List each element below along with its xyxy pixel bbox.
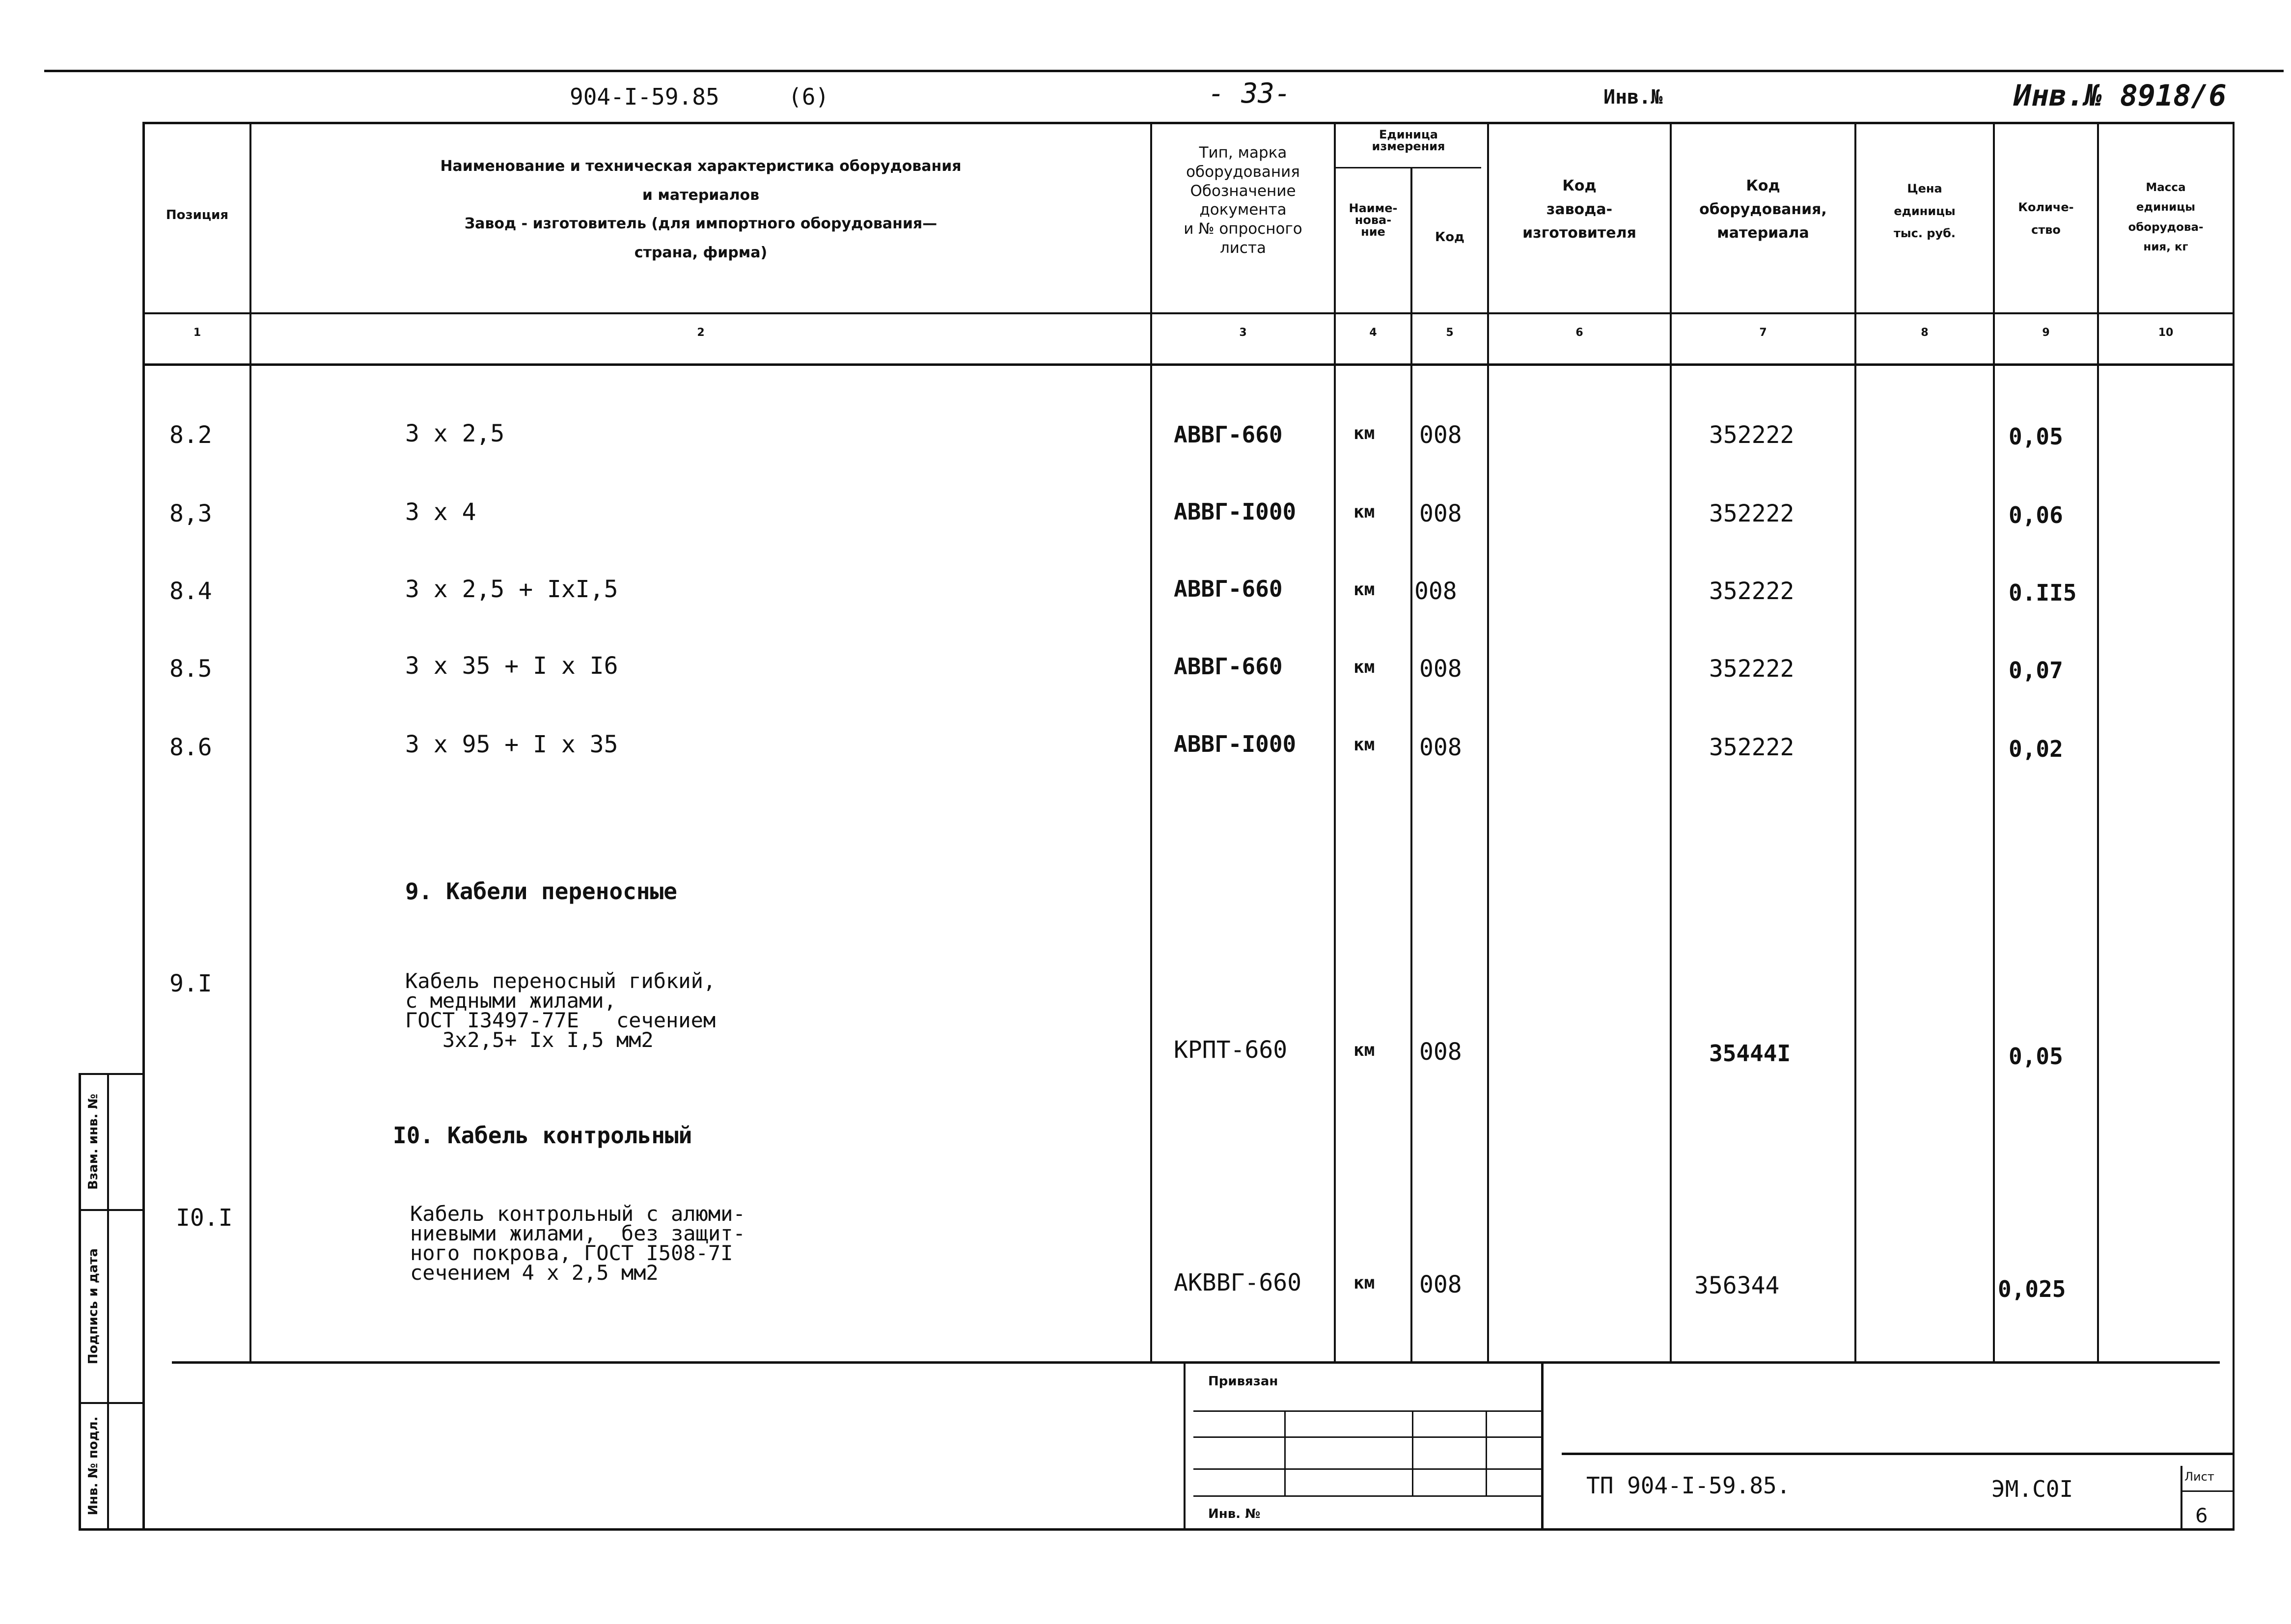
row-8-4-mat: 352222 — [1709, 578, 1794, 605]
header-unit-group: Единица измерения — [1372, 128, 1445, 153]
top-border-line — [44, 70, 2284, 72]
row-8-4-unit: км — [1353, 579, 1375, 600]
col-line-10 — [2233, 122, 2235, 1530]
row-10-1-qty: 0,025 — [1998, 1276, 2066, 1302]
row-8-2-code: 008 — [1419, 421, 1462, 449]
row-8-2-mat: 352222 — [1709, 421, 1794, 449]
row-8-6-type: АВВГ-I000 — [1174, 731, 1297, 757]
header-unit-name: Наиме- нова- ние — [1349, 201, 1398, 239]
row-8-5-qty: 0,07 — [2009, 657, 2063, 684]
stamp-line-2 — [1193, 1436, 1541, 1438]
inv-label: Инв.№ — [1603, 86, 1663, 109]
header-position: Позиция — [166, 208, 229, 222]
col-line-6 — [1670, 122, 1672, 1362]
header-bottom-line — [142, 312, 2235, 314]
col-number-9: 9 — [2042, 327, 2050, 339]
row-8-4-type: АВВГ-660 — [1174, 576, 1283, 602]
header-factory-code: Код завода- изготовителя — [1522, 177, 1636, 242]
side-outer-line — [79, 1073, 81, 1530]
row-9-1-mat: 35444I — [1709, 1040, 1791, 1067]
header-name: Наименование и техническая характеристика оборудования и материалов Завод - изготовитель (для импортного оборудования— страна, фирма) — [440, 158, 962, 261]
col-number-10: 10 — [2158, 327, 2174, 339]
title-doc: ТП 904-I-59.85. — [1586, 1472, 1791, 1499]
col-line-3 — [1334, 122, 1336, 1362]
row-10-1-mat: 356344 — [1694, 1272, 1780, 1299]
row-8-2-unit: км — [1353, 423, 1375, 443]
header-material-code: Код оборудования, материала — [1699, 177, 1827, 242]
doc-part: (6) — [788, 83, 829, 110]
col-line-7 — [1854, 122, 1856, 1362]
inv-handwritten: Инв.№ 8918/6 — [2014, 79, 2227, 113]
col-line-4 — [1410, 167, 1412, 1362]
row-10-1-type: АКВВГ-660 — [1174, 1269, 1302, 1296]
row-10-1-pos: I0.I — [176, 1204, 233, 1232]
side-inv-podl: Инв. № подл. — [86, 1416, 101, 1515]
row-9-1-qty: 0,05 — [2009, 1043, 2063, 1070]
row-8-5-type: АВВГ-660 — [1174, 653, 1283, 680]
row-8-3-mat: 352222 — [1709, 500, 1794, 527]
col-number-7: 7 — [1759, 327, 1767, 339]
header-top-line — [142, 122, 2235, 124]
col-number-3: 3 — [1239, 327, 1247, 339]
row-8-2-name: 3 x 2,5 — [405, 420, 505, 447]
stamp-div-2 — [1412, 1410, 1413, 1496]
header-type: Тип, марка оборудования Обозначение документа и № опросного листа — [1184, 144, 1302, 257]
col-number-1: 1 — [193, 327, 201, 339]
row-8-5-unit: км — [1353, 657, 1375, 677]
row-8-3-unit: км — [1353, 502, 1375, 522]
row-8-5-code: 008 — [1419, 655, 1462, 683]
section-9-title: 9. Кабели переносные — [405, 878, 677, 905]
row-10-1-unit: км — [1353, 1273, 1375, 1293]
table-bottom-line — [172, 1361, 2220, 1364]
side-podpis-data: Подпись и дата — [86, 1248, 101, 1365]
col-line-2 — [1150, 122, 1152, 1362]
stamp-line-1 — [1193, 1410, 1541, 1412]
row-8-3-name: 3 x 4 — [405, 498, 476, 526]
row-9-1-type: КРПТ-660 — [1174, 1036, 1288, 1064]
row-8-3-qty: 0,06 — [2009, 502, 2063, 528]
frame-bottom-line — [79, 1528, 2235, 1531]
row-8-4-pos: 8.4 — [169, 578, 212, 605]
section-10-title: I0. Кабель контрольный — [393, 1122, 692, 1149]
row-10-1-name: Кабель контрольный с алюми- ниевыми жилами, без защит- ного покрова, ГОСТ I508-7I сечением 4 x 2,5 мм2 — [410, 1202, 745, 1285]
row-8-6-unit: км — [1353, 735, 1375, 755]
row-8-2-pos: 8.2 — [169, 421, 212, 449]
row-8-3-type: АВВГ-I000 — [1174, 498, 1297, 525]
stamp-line-3 — [1193, 1468, 1541, 1470]
col-line-5 — [1487, 122, 1489, 1362]
row-8-6-pos: 8.6 — [169, 734, 212, 761]
doc-code: 904-I-59.85 — [570, 83, 719, 110]
row-8-6-mat: 352222 — [1709, 734, 1794, 761]
header-unit-code: Код — [1435, 230, 1465, 245]
title-sheet-code: ЭМ.С0I — [1991, 1476, 2073, 1502]
list-box-left — [2181, 1466, 2182, 1530]
row-8-2-qty: 0,05 — [2009, 423, 2063, 450]
side-inner-line — [107, 1073, 109, 1530]
row-8-6-qty: 0,02 — [2009, 736, 2063, 762]
col-line-9 — [2097, 122, 2099, 1362]
header-price: Цена единицы тыс. руб. — [1893, 182, 1956, 241]
row-8-3-pos: 8,3 — [169, 500, 212, 527]
col-number-5: 5 — [1446, 327, 1454, 339]
stamp-div-1 — [1284, 1410, 1286, 1496]
stamp-privyazan: Привязан — [1208, 1374, 1278, 1389]
row-8-6-code: 008 — [1419, 734, 1462, 761]
stamp-left-border — [1184, 1361, 1186, 1529]
row-9-1-code: 008 — [1419, 1038, 1462, 1066]
stamp-line-4 — [1193, 1495, 1541, 1497]
col-number-6: 6 — [1575, 327, 1583, 339]
row-8-5-mat: 352222 — [1709, 655, 1794, 683]
colnum-bottom-line — [142, 363, 2235, 366]
list-label: Лист — [2184, 1470, 2214, 1484]
stamp-div-3 — [1486, 1410, 1487, 1496]
row-8-3-code: 008 — [1419, 500, 1462, 527]
col-number-2: 2 — [697, 327, 705, 339]
row-8-4-qty: 0.II5 — [2009, 579, 2077, 606]
row-8-5-name: 3 x 35 + I x I6 — [405, 652, 618, 680]
unit-group-line — [1334, 167, 1481, 168]
side-vzam-inv: Взам. инв. № — [86, 1094, 101, 1190]
header-quantity: Количе- ство — [2018, 200, 2074, 237]
page-number: - 33- — [1208, 78, 1291, 110]
row-9-1-pos: 9.I — [169, 970, 212, 997]
col-line-8 — [1993, 122, 1995, 1362]
row-8-2-type: АВВГ-660 — [1174, 421, 1283, 448]
row-10-1-code: 008 — [1419, 1271, 1462, 1298]
list-number: 6 — [2195, 1505, 2208, 1527]
row-8-6-name: 3 x 95 + I x 35 — [405, 731, 618, 758]
col-number-4: 4 — [1369, 327, 1377, 339]
header-mass: Масса единицы оборудова- ния, кг — [2128, 181, 2204, 253]
row-9-1-unit: км — [1353, 1040, 1375, 1060]
row-9-1-name: Кабель переносный гибкий, с медными жилами, ГОСТ I3497-77Е сечением 3x2,5+ Ix I,5 мм2 — [405, 969, 716, 1052]
row-8-4-code: 008 — [1414, 578, 1457, 605]
stamp-mid-border — [1541, 1361, 1544, 1529]
row-8-4-name: 3 x 2,5 + IxI,5 — [405, 576, 618, 603]
stamp-inv-no: Инв. № — [1208, 1507, 1261, 1521]
title-block-line — [1562, 1453, 2235, 1455]
row-8-5-pos: 8.5 — [169, 655, 212, 683]
col-number-8: 8 — [1921, 327, 1929, 339]
col-line-1 — [249, 122, 251, 1362]
list-box-mid — [2181, 1490, 2235, 1492]
